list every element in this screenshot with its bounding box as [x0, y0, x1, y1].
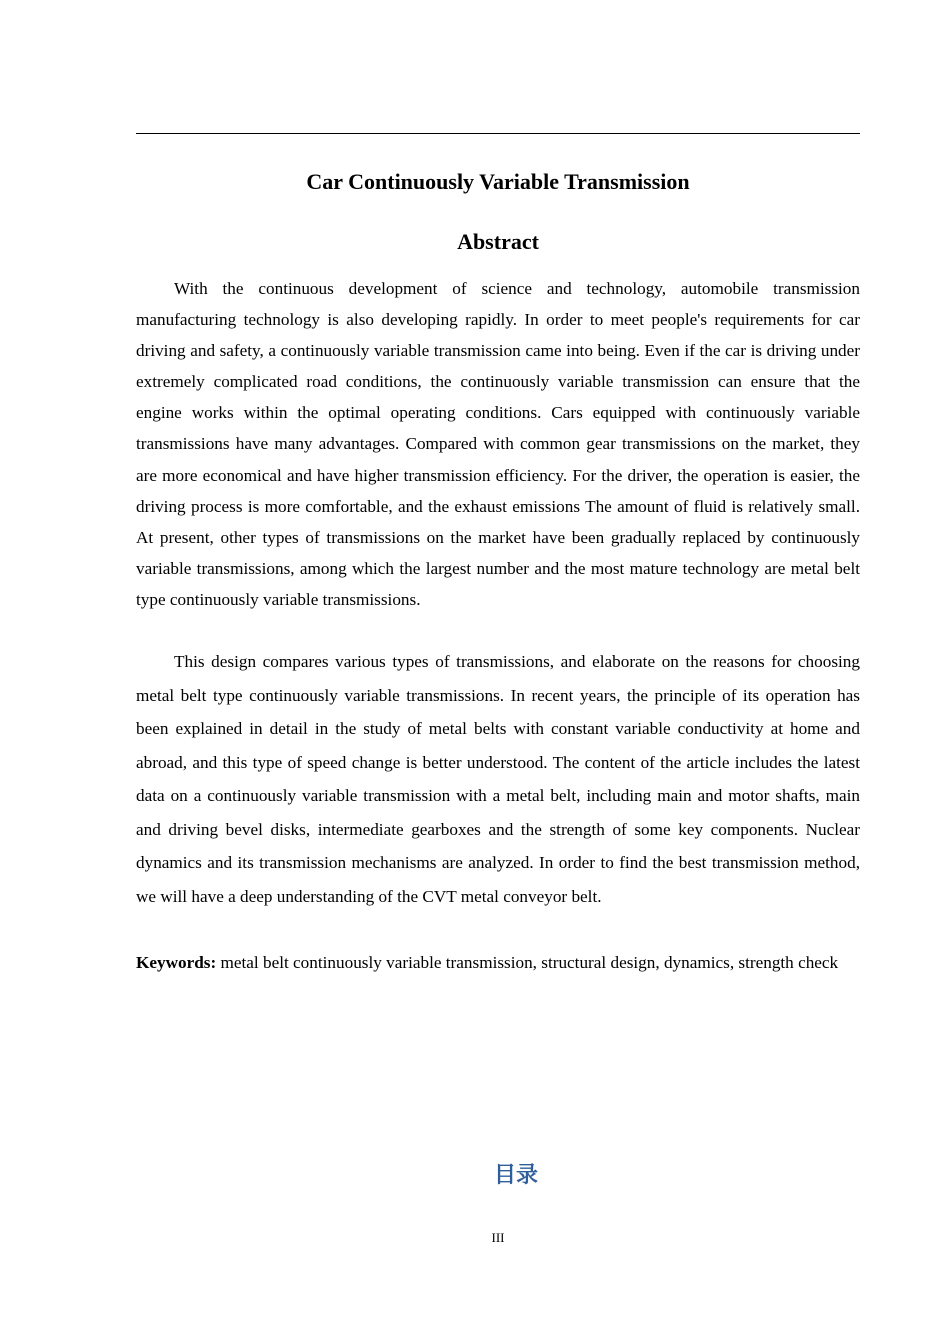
toc-heading[interactable]: 目录	[493, 1163, 538, 1188]
abstract-paragraph-1: With the continuous development of science and technology, automobile transmission manufacturing technology is also developing rapidly. In order to meet people's requirements for car driving and safety, a continuously variable transmission came into being. Even if the car is driving under extremely complicated road conditions, the continuously variable transmission can ensure that the engine works within the optimal operating conditions. Cars equipped with continuously variable transmissions have many advantages. Compared with common gear transmissions on the market, they are more economical and have higher transmission efficiency. For the driver, the operation is easier, the driving process is more comfortable, and the exhaust emissions The amount of fluid is relatively small. At present, other types of transmissions on the market have been gradually replaced by continuously variable transmissions, among which the largest number and the most mature technology are metal belt type continuously variable transmissions.	[136, 279, 860, 609]
document-title: Car Continuously Variable Transmission	[306, 169, 690, 194]
abstract-heading: Abstract	[457, 229, 539, 254]
abstract-paragraph-2: This design compares various types of transmissions, and elaborate on the reasons for choosing metal belt type continuously variable transmissions. In recent years, the principle of its operation has been explained in detail in the study of metal belts with constant variable conductivity at home and abroad, and this type of speed change is better understood. The content of the article includes the latest data on a continuously variable transmission with a metal belt, including main and motor shafts, main and driving bevel disks, intermediate gearboxes and the strength of some key components. Nuclear dynamics and its transmission mechanisms are analyzed. In order to find the best transmission method, we will have a deep understanding of the CVT metal conveyor belt.	[136, 652, 860, 906]
keywords-text: metal belt continuously variable transmission, structural design, dynamics, strength check	[220, 953, 839, 972]
page-number: III	[491, 1230, 505, 1245]
keywords-label: Keywords:	[136, 953, 217, 972]
header-rule	[136, 133, 860, 134]
keywords-line	[136, 946, 860, 980]
